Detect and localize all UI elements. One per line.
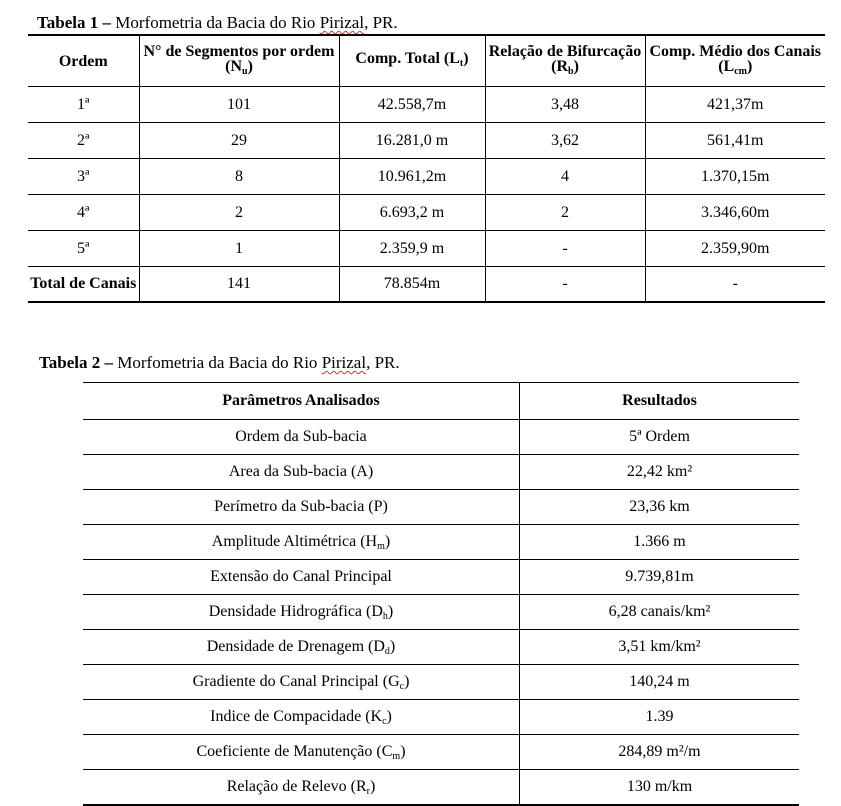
- table-row: [28, 231, 825, 267]
- cell-segmentos: 1: [139, 231, 339, 267]
- cell-comp-total: 2.359,9 m: [339, 231, 485, 267]
- cell-ordem: 2ª: [28, 123, 139, 159]
- table1-header-row: [28, 35, 825, 87]
- table1-morfometria: [28, 34, 825, 303]
- table-row: [28, 87, 825, 123]
- cell-comp-total: 6.693,2 m: [339, 195, 485, 231]
- cell-comp-medio: 421,37m: [645, 87, 825, 123]
- table1-caption: Tabela 1 – Morfometria da Bacia do Rio Pirizal, PR.: [37, 13, 398, 32]
- cell-parametro: Gradiente do Canal Principal $(G_c)$: [83, 665, 520, 700]
- cell-comp-medio: 2.359,90m: [645, 231, 825, 267]
- header-comp-total: Comp. Total $(L_t)$: [339, 35, 485, 87]
- cell-resultado: 23,36 km: [520, 490, 800, 525]
- spellcheck-word: Pirizal: [319, 13, 365, 32]
- cell-bifurcacao: 2: [485, 195, 645, 231]
- table-row: [83, 560, 799, 595]
- cell-resultado: 1.366 m: [520, 525, 800, 560]
- cell-comp-medio: 561,41m: [645, 123, 825, 159]
- cell-resultado: 1.39: [520, 700, 800, 735]
- cell-parametro: Area da Sub-bacia (A): [83, 455, 520, 490]
- table-row: [83, 735, 799, 770]
- cell-comp-medio: -: [645, 267, 825, 303]
- cell-comp-total: 78.854m: [339, 267, 485, 303]
- table-row: [83, 770, 799, 806]
- table-row: [28, 159, 825, 195]
- cell-segmentos: 2: [139, 195, 339, 231]
- cell-bifurcacao: -: [485, 231, 645, 267]
- cell-parametro: Ordem da Sub-bacia: [83, 420, 520, 455]
- cell-bifurcacao: -: [485, 267, 645, 303]
- cell-resultado: 130 m/km: [626, 778, 693, 795]
- table-total-row: [28, 267, 825, 303]
- cell-segmentos: 29: [139, 123, 339, 159]
- cell-resultado: 9.739,81m: [520, 560, 800, 595]
- cell-ordem: 1ª: [28, 87, 139, 123]
- cell-bifurcacao: 3,48: [485, 87, 645, 123]
- table-row: [83, 630, 799, 665]
- cell-resultado: 5ª Ordem: [520, 420, 800, 455]
- cell-ordem: 5ª: [28, 231, 139, 267]
- header-ordem: Ordem: [28, 35, 139, 87]
- table-row: [28, 195, 825, 231]
- cell-bifurcacao: 3,62: [485, 123, 645, 159]
- table2-caption: Tabela 2 – Morfometria da Bacia do Rio Pirizal, PR.: [39, 353, 400, 372]
- cell-parametro: Densidade de Drenagem $(D_d)$: [83, 630, 520, 665]
- table-row: [83, 595, 799, 630]
- table-row: [83, 455, 799, 490]
- table-row: [83, 525, 799, 560]
- table-row: [83, 700, 799, 735]
- cell-parametro: Perímetro da Sub-bacia (P): [83, 490, 520, 525]
- header-comp-medio: Comp. Médio dos Canais $(L_{cm})$: [645, 35, 825, 87]
- header-segmentos: N° de Segmentos por ordem $(N_u)$: [139, 35, 339, 87]
- cell-ordem: 3ª: [28, 159, 139, 195]
- header-resultados: Resultados: [520, 383, 800, 420]
- cell-bifurcacao: 4: [485, 159, 645, 195]
- cell-resultado: 284,89 m²/m: [520, 735, 800, 770]
- cell-parametro: Extensão do Canal Principal: [83, 560, 520, 595]
- cell-comp-total: 10.961,2m: [339, 159, 485, 195]
- cell-parametro: Relação de Relevo $(R_r)$: [83, 770, 520, 806]
- table-row: [83, 490, 799, 525]
- header-bifurcacao: Relação de Bifurcação $(R_b)$: [485, 35, 645, 87]
- cell-segmentos: 101: [139, 87, 339, 123]
- table-row: [83, 420, 799, 455]
- cell-segmentos: 8: [139, 159, 339, 195]
- cell-total-label: Total de Canais: [30, 275, 137, 292]
- cell-comp-total: 42.558,7m: [339, 87, 485, 123]
- cell-comp-medio: 3.346,60m: [645, 195, 825, 231]
- header-parametros: Parâmetros Analisados: [83, 383, 520, 420]
- cell-resultado: 6,28 canais/km²: [520, 595, 800, 630]
- cell-segmentos: 141: [139, 267, 339, 303]
- table-row: [28, 123, 825, 159]
- spellcheck-word: Pirizal: [321, 353, 367, 372]
- table-row: [83, 665, 799, 700]
- cell-parametro: Densidade Hidrográfica $(D_h)$: [83, 595, 520, 630]
- cell-ordem: 4ª: [28, 195, 139, 231]
- cell-resultado: 22,42 km²: [520, 455, 800, 490]
- cell-comp-medio: 1.370,15m: [645, 159, 825, 195]
- cell-parametro: Indice de Compacidade $(K_c)$: [83, 700, 520, 735]
- cell-comp-total: 16.281,0 m: [339, 123, 485, 159]
- cell-resultado: 140,24 m: [520, 665, 800, 700]
- table2-parametros: [83, 382, 799, 806]
- cell-resultado: 3,51 km/km²: [520, 630, 800, 665]
- cell-parametro: Amplitude Altimétrica $(H_m)$: [83, 525, 520, 560]
- cell-parametro: Coeficiente de Manutenção $(C_m)$: [83, 735, 520, 770]
- table2-header-row: [83, 383, 799, 420]
